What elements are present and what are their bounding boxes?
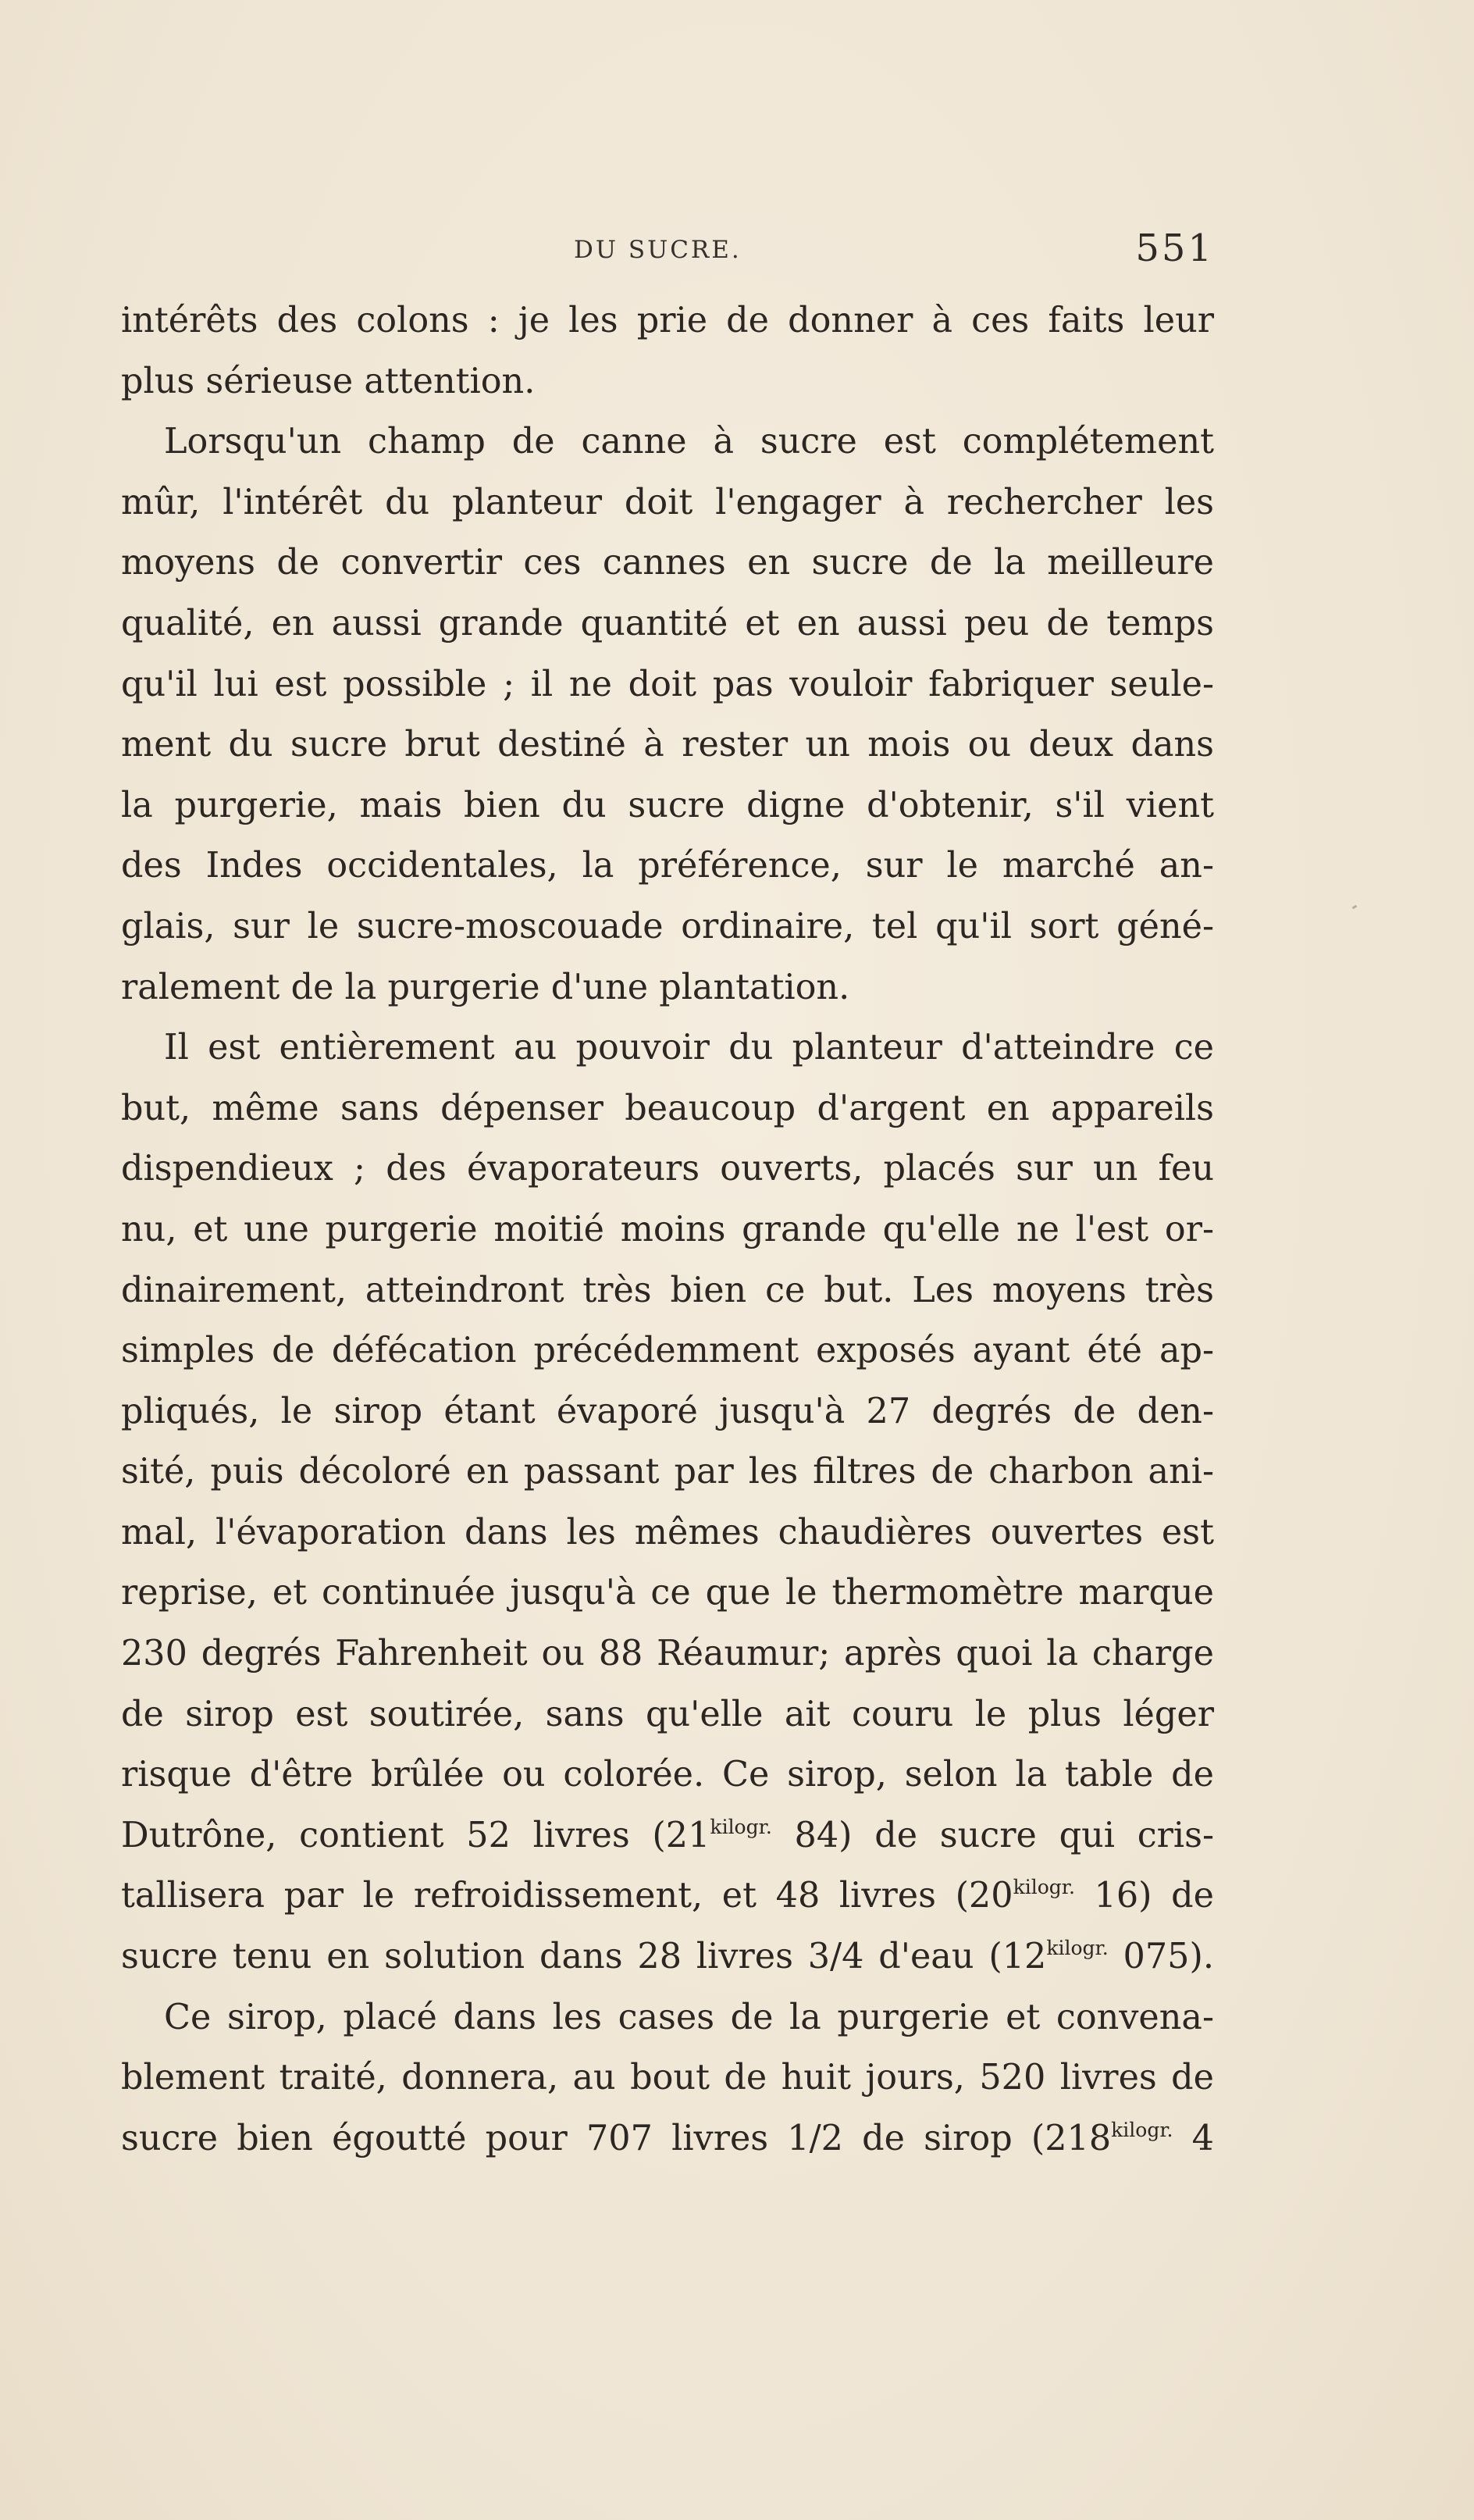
text-line-main: mal, l'évaporation dans les mêmes chaudières ouvertes est [121,1512,1214,1552]
text-line-continuation: 075). [1108,1937,1214,1977]
text-line-main: ralement de la purgerie d'une plantation. [121,967,850,1007]
text-line [121,1502,1214,1563]
text-line-main: blement traité, donnera, au bout de huit jours, 520 livres de [121,2058,1214,2098]
text-line-main: sucre bien égoutté pour 707 livres 1/2 de sirop (218 [121,2118,1112,2158]
text-line [121,715,1214,775]
text-line [121,351,1214,412]
text-line [121,2048,1214,2108]
text-line [121,1260,1214,1321]
running-head [121,226,1214,273]
text-line [121,957,1214,1018]
page-number: 551 [1135,226,1214,270]
text-line [121,1442,1214,1502]
text-line-main: des Indes occidentales, la préférence, sur le marché an- [121,846,1214,886]
text-line-main: Il est entièrement au pouvoir du planteur d'atteindre ce [164,1028,1214,1068]
text-line-main: qualité, en aussi grande quantité et en aussi peu de temps [121,603,1214,643]
body-text [121,290,1214,2169]
text-line [121,290,1214,351]
text-line [121,593,1214,654]
text-line-main: but, même sans dépenser beaucoup d'argent en appareils [121,1088,1214,1128]
text-line-main: la purgerie, mais bien du sucre digne d'obtenir, s'il vient [121,785,1214,825]
unit-superscript: kilogr. [1013,1876,1075,1899]
text-line-continuation: 4 [1173,2118,1214,2158]
text-line [121,1684,1214,1745]
text-line-main: dinairement, atteindront très bien ce but. Les moyens très [121,1270,1214,1310]
text-line-main: reprise, et continuée jusqu'à ce que le thermomètre marque [121,1573,1214,1613]
text-line [121,1139,1214,1199]
text-line [121,775,1214,836]
text-line [121,1018,1214,1078]
text-line [121,412,1214,472]
text-line-main: sité, puis décoloré en passant par les filtres de charbon ani- [121,1452,1214,1492]
text-line-main: Dutrône, contient 52 livres (21 [121,1815,710,1855]
text-line-main: Lorsqu'un champ de canne à sucre est complétement [164,422,1214,462]
text-line-main: glais, sur le sucre-moscouade ordinaire, tel qu'il sort géné- [121,906,1214,946]
text-line [121,2108,1214,2169]
unit-superscript: kilogr. [1111,2118,1173,2141]
text-line [121,836,1214,896]
running-title: DU SUCRE. [574,236,742,264]
text-line-continuation: 16) de [1074,1876,1214,1916]
text-line-main: ment du sucre brut destiné à rester un mois ou deux dans [121,725,1214,765]
text-line-main: pliqués, le sirop étant évaporé jusqu'à 27 degrés de den- [121,1391,1214,1431]
text-line [121,533,1214,593]
text-line-main: Ce sirop, placé dans les cases de la purgerie et convena- [164,1997,1214,2037]
text-line [121,1381,1214,1442]
text-line [121,472,1214,533]
text-line [121,1927,1214,1987]
text-line-main: dispendieux ; des évaporateurs ouverts, placés sur un feu [121,1149,1214,1189]
text-line [121,1745,1214,1805]
text-line-main: 230 degrés Fahrenheit ou 88 Réaumur; après quoi la charge [121,1634,1214,1674]
text-line-main: de sirop est soutirée, sans qu'elle ait couru le plus léger [121,1694,1214,1734]
text-line [121,1078,1214,1139]
margin-mark [1352,905,1358,910]
text-line-continuation: 84) de sucre qui cris- [771,1815,1214,1855]
text-line [121,1199,1214,1260]
unit-superscript: kilogr. [710,1815,772,1838]
text-line-main: plus sérieuse attention. [121,361,536,401]
text-line-main: simples de défécation précédemment exposés ayant été ap- [121,1331,1214,1371]
text-line [121,896,1214,957]
text-line [121,1624,1214,1684]
text-line [121,1563,1214,1624]
text-line [121,1805,1214,1866]
text-line-main: tallisera par le refroidissement, et 48 livres (20 [121,1876,1013,1916]
text-line [121,1987,1214,2048]
text-line-main: qu'il lui est possible ; il ne doit pas vouloir fabriquer seule- [121,664,1214,704]
text-line [121,1866,1214,1927]
text-line [121,654,1214,715]
text-line-main: sucre tenu en solution dans 28 livres 3/4 d'eau (12 [121,1937,1047,1977]
text-line-main: moyens de convertir ces cannes en sucre de la meilleure [121,543,1214,583]
text-line-main: risque d'être brûlée ou colorée. Ce sirop, selon la table de [121,1755,1214,1795]
unit-superscript: kilogr. [1046,1937,1109,1960]
text-line-main: nu, et une purgerie moitié moins grande qu'elle ne l'est or- [121,1209,1214,1249]
text-line [121,1321,1214,1381]
text-line-main: intérêts des colons : je les prie de donner à ces faits leur [121,301,1214,340]
text-line-main: mûr, l'intérêt du planteur doit l'engager à rechercher les [121,482,1214,522]
